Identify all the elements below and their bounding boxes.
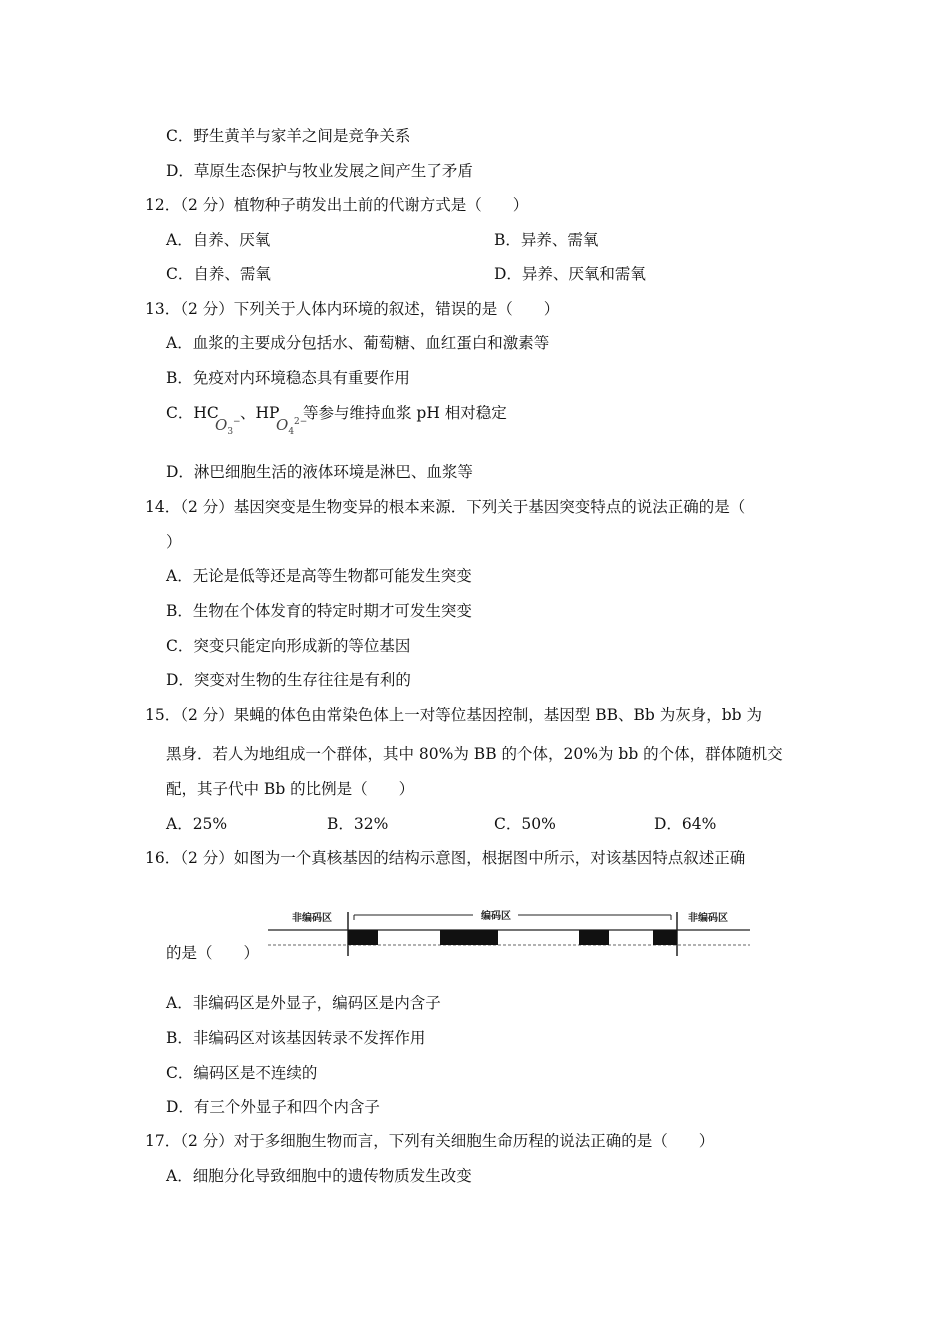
q14-option-c: C．突变只能定向形成新的等位基因	[166, 637, 411, 655]
q16-option-a: A．非编码区是外显子，编码区是内含子	[166, 994, 441, 1012]
q17-option-a: A．细胞分化导致细胞中的遗传物质发生改变	[166, 1167, 472, 1185]
q13-option-d: D．淋巴细胞生活的液体环境是淋巴、血浆等	[166, 463, 473, 481]
q15-option-a: A．25%	[166, 815, 228, 833]
exon-segment-1	[348, 930, 378, 945]
q15-stem: 15．（2 分）果蝇的体色由常染色体上一对等位基因控制，基因型 BB、Bb 为灰身，bb 为	[145, 706, 762, 724]
q13-stem: 13．（2 分）下列关于人体内环境的叙述，错误的是（ ）	[145, 300, 560, 318]
exon-segment-4	[653, 930, 677, 945]
q11-option-c: C．野生黄羊与家羊之间是竞争关系	[166, 127, 411, 145]
q12-option-b: B．异养、需氧	[494, 231, 599, 249]
hydrogen-phosphate-formula: $O_4^{2-}$	[276, 416, 308, 437]
q14-option-a: A．无论是低等还是高等生物都可能发生突变	[166, 567, 472, 585]
q12-option-a: A．自养、厌氧	[166, 231, 271, 249]
diagram-label-right-noncoding: 非编码区	[688, 913, 728, 924]
q17-stem: 17．（2 分）对于多细胞生物而言，下列有关细胞生命历程的说法正确的是（ ）	[145, 1132, 715, 1150]
q14-option-b: B．生物在个体发育的特定时期才可发生突变	[166, 602, 472, 620]
q15-stem-line3: 配，其子代中 Bb 的比例是（ ）	[166, 780, 415, 798]
q12-option-d: D．异养、厌氧和需氧	[494, 265, 646, 283]
diagram-label-left-noncoding: 非编码区	[292, 913, 332, 924]
q13-option-c-prefix: C．HC	[166, 404, 219, 422]
exon-segment-2	[440, 930, 498, 945]
q13-option-b: B．免疫对内环境稳态具有重要作用	[166, 369, 410, 387]
q16-option-b: B．非编码区对该基因转录不发挥作用	[166, 1029, 426, 1047]
q16-option-d: D．有三个外显子和四个内含子	[166, 1098, 380, 1116]
q16-stem-continued: 的是（ ）	[166, 944, 260, 962]
q13-option-c-suffix: 等参与维持血浆 pH 相对稳定	[303, 404, 507, 422]
q16-option-c: C．编码区是不连续的	[166, 1064, 318, 1082]
q15-option-d: D．64%	[654, 815, 717, 833]
q15-stem-line2: 黑身．若人为地组成一个群体，其中 80%为 BB 的个体，20%为 bb 的个体，群体随机交	[166, 745, 783, 763]
q15-option-c: C．50%	[494, 815, 556, 833]
diagram-label-coding: 编码区	[481, 911, 511, 922]
q14-stem: 14．（2 分）基因突变是生物变异的根本来源．下列关于基因突变特点的说法正确的是（	[145, 498, 746, 516]
q12-stem: 12．（2 分）植物种子萌发出土前的代谢方式是（ ）	[145, 196, 529, 214]
exon-segment-3	[579, 930, 609, 945]
gene-structure-diagram	[268, 900, 753, 962]
q13-option-a: A．血浆的主要成分包括水、葡萄糖、血红蛋白和激素等	[166, 334, 550, 352]
q16-stem: 16．（2 分）如图为一个真核基因的结构示意图，根据图中所示，对该基因特点叙述正确	[145, 849, 746, 867]
q11-option-d: D．草原生态保护与牧业发展之间产生了矛盾	[166, 162, 473, 180]
q12-option-c: C．自养、需氧	[166, 265, 271, 283]
q14-option-d: D．突变对生物的生存往往是有利的	[166, 671, 411, 689]
q13-option-c-mid: 、HP	[240, 404, 280, 422]
q14-stem-continued: ）	[166, 533, 182, 551]
bicarbonate-formula: $O_3^-$	[215, 416, 241, 437]
q15-option-b: B．32%	[327, 815, 389, 833]
